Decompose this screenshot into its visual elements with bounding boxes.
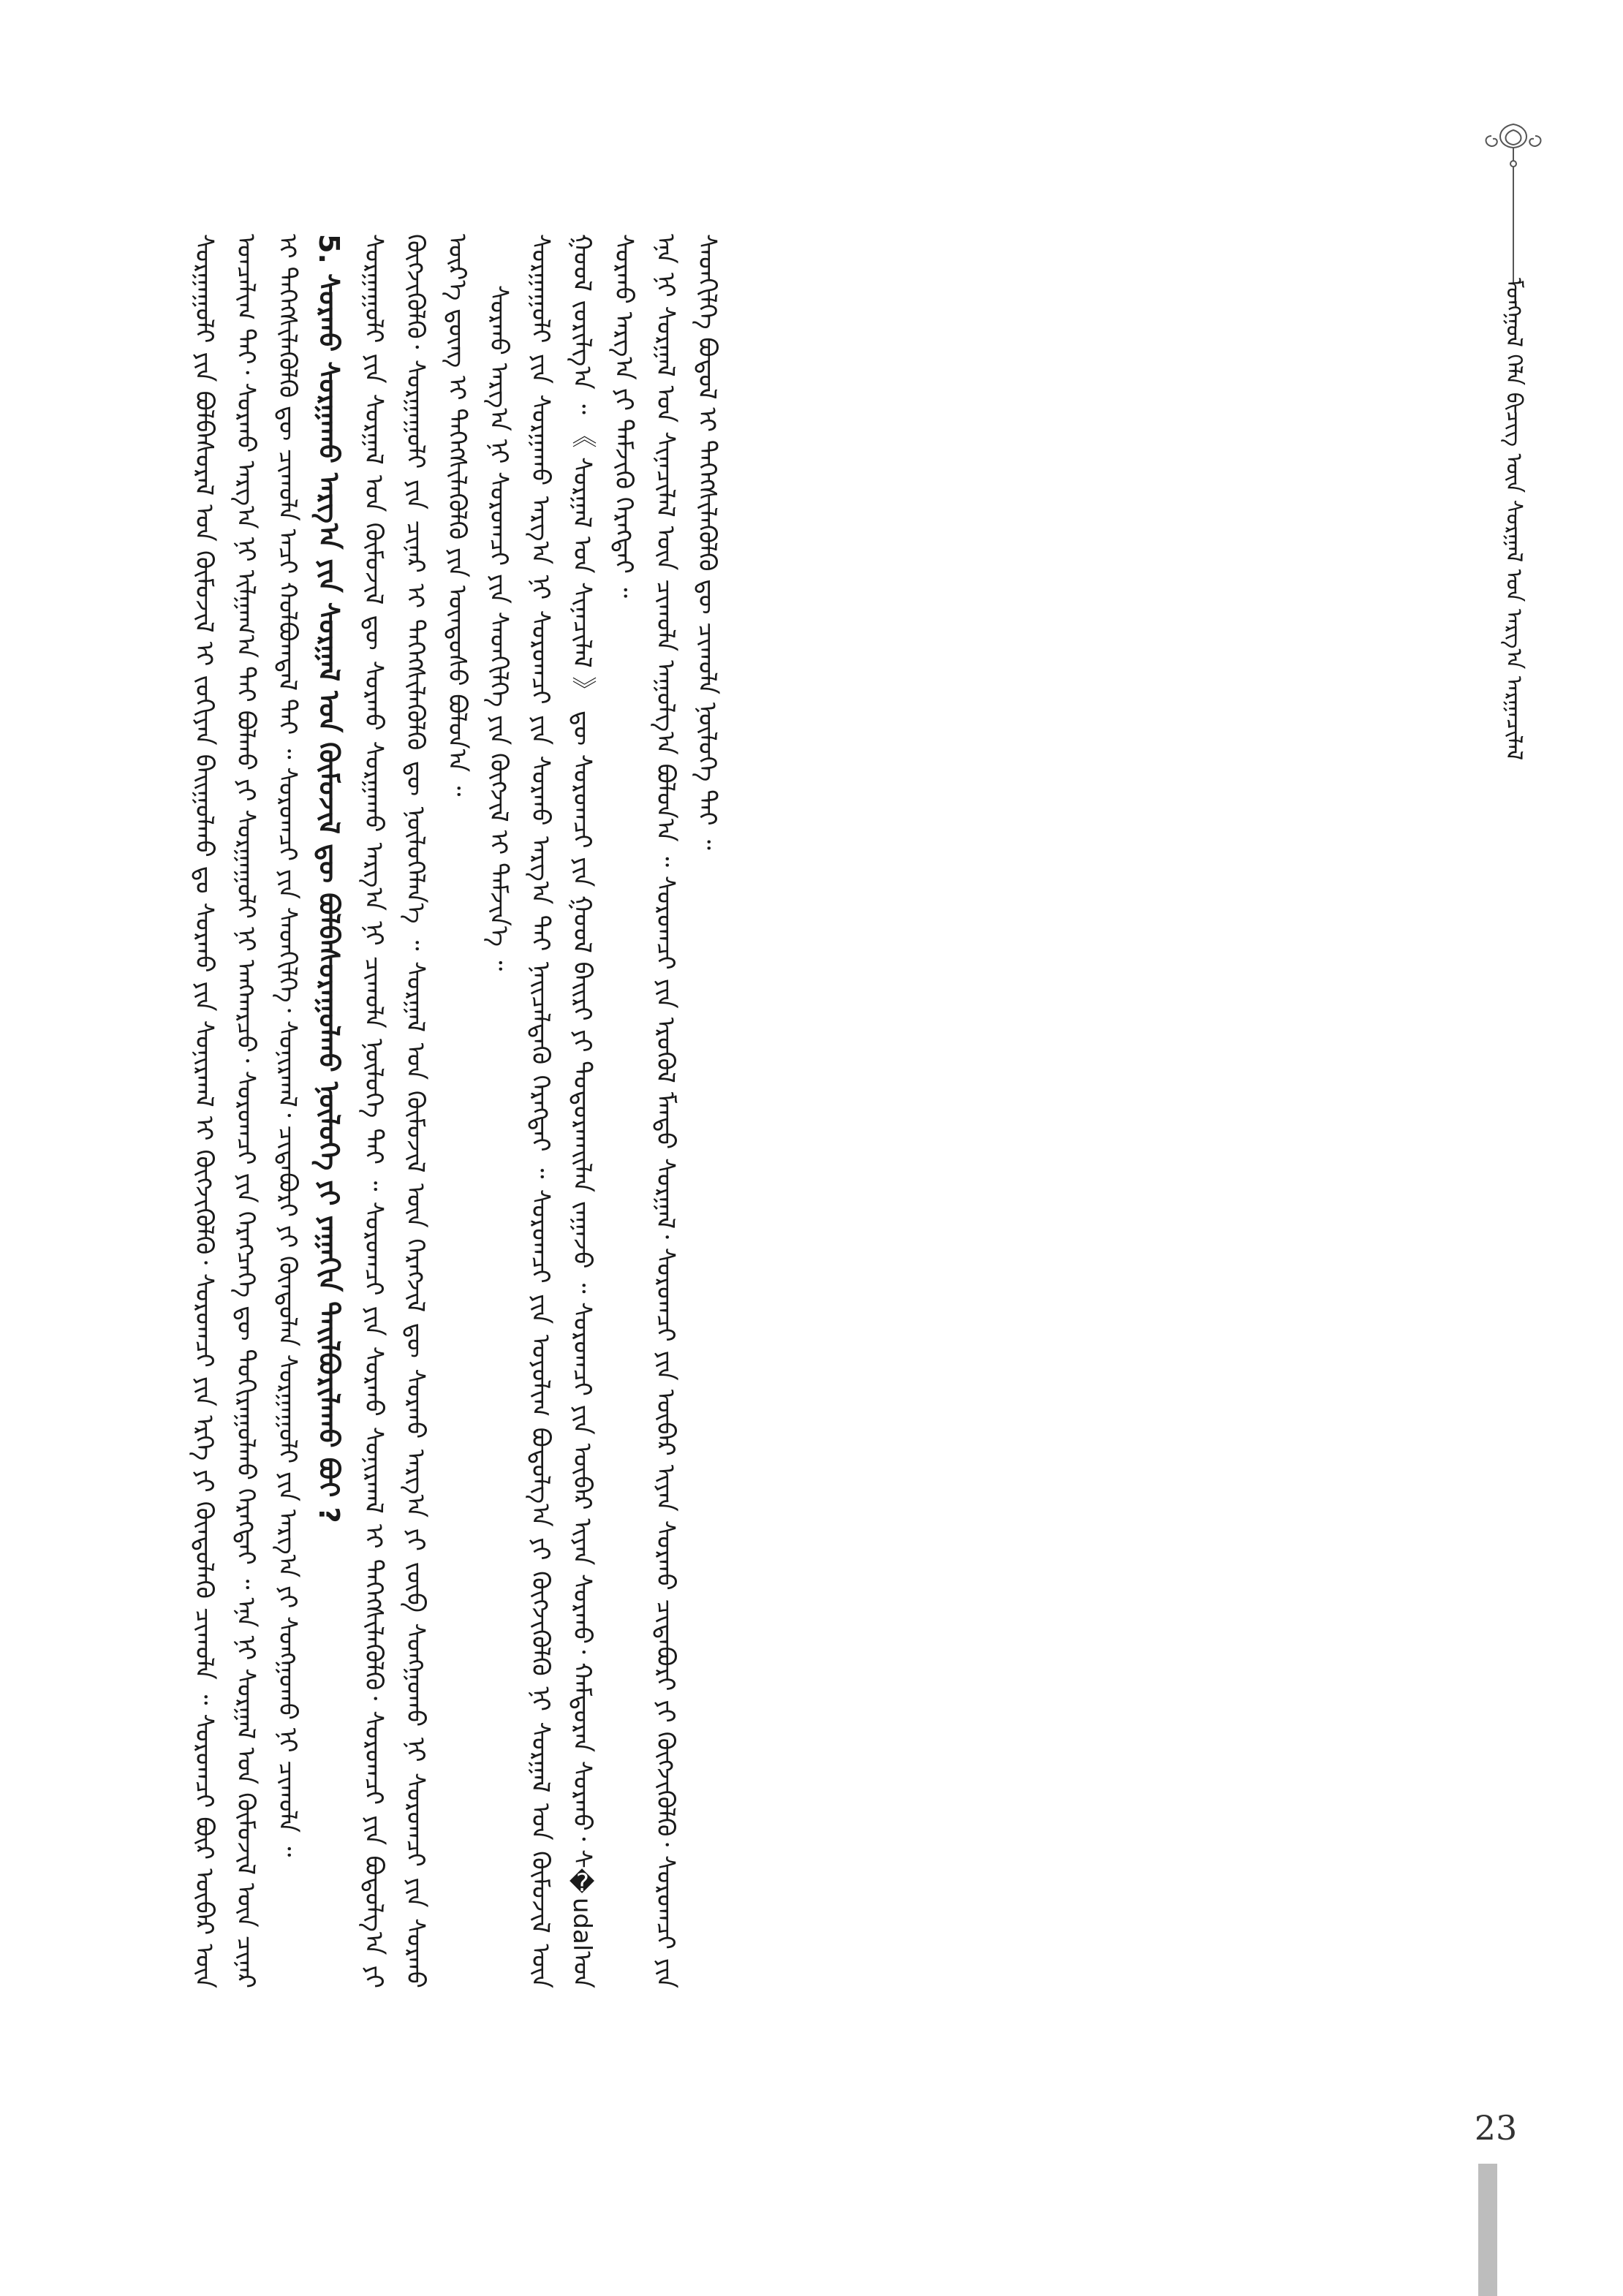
paragraph-1: ᠰᠤᠷᠭᠠᠭᠤᠯᠢ ᠶᠢᠨ ᠪᠣᠯᠪᠠᠰᠤᠷᠠᠯ ᠤᠨ ᠬᠦᠮᠦᠵᠢᠯ ᠢ ᠵᠣᠬᠢᠶᠠᠨ ᠪᠠᠢᠭᠤᠯᠬᠤ ᠳᠤ ᠰᠤᠷᠬᠤ ᠶᠢᠨ ᠰᠣᠨᠢᠷᠬᠠᠯ ᠢ ᠬᠥᠭᠵᠢᠭᠦᠯᠬᠦ᠂ ᠰᠤᠷᠤᠭᠴᠢ ᠶᠢᠨ ᠡᠷᠬᠡ ᠶᠢ ᠬᠦᠨᠳᠦᠯᠡᠬᠦ ᠴᠢᠬᠤᠯᠠ ᠃ ᠰᠤᠷᠤᠭᠴᠢ ᠪᠦᠷ ᠥᠪᠡᠷ ᠦᠨ ᠣᠨᠴᠠᠯᠢᠭ ᠲᠠᠢ᠂ ᠰᠤᠷᠬᠤ ᠠᠷᠭ᠎ᠠ ᠨᠢ ᠢᠯᠭᠠᠭ᠎ᠠ ᠲᠠᠢ ᠪᠣᠯᠬᠤ ᠶᠢ ᠰᠤᠷᠭᠠᠭᠤᠯᠢ ᠨᠢ ᠠᠩᠬᠠᠷᠴᠤ᠂ ᠰᠤᠷᠤᠭᠴᠢ ᠶᠢᠨ ᠬᠡᠷᠡᠭᠴᠡᠭᠡ ᠳᠦ ᠲᠣᠬᠢᠷᠠᠭᠤᠯᠬᠤ ᠬᠡᠷᠡᠭᠲᠡᠢ ᠃ ᠡᠨᠡ ᠨᠢ ᠰᠤᠷᠭᠠᠯ ᠤᠨ ᠬᠦᠮᠦᠵᠢᠯ ᠦᠨ ᠴᠢᠨᠠᠷ ᠢ ᠳᠡᠭᠡᠭᠰᠢᠯᠡᠭᠦᠯᠬᠦ ᠳᠦ ᠴᠢᠬᠤᠯᠠ ᠠᠴᠢ ᠬᠣᠯᠪᠣᠭᠳᠠᠯ ᠲᠠᠢ ᠃ ᠰᠤᠷᠤᠭᠴᠢ ᠶᠢᠨ ᠰᠡᠳᠬᠢᠯᠭᠡ᠂ ᠰᠣᠨᠢᠷᠬᠠᠯ᠂ ᠴᠢᠳᠠᠪᠤᠷᠢ ᠶᠢ ᠬᠦᠨᠳᠦᠯᠡᠨ ᠰᠤᠷᠭᠠᠭᠤᠯᠢ ᠶᠢᠨ ᠠᠷᠭ᠎ᠠ ᠶᠢ ᠰᠣᠩᠭᠣᠬᠤ ᠨᠢ ᠴᠢᠬᠤᠯᠠ ᠃ — [189, 234, 302, 1988]
paragraph-5: ᠡᠨᠡ ᠨᠢ ᠰᠤᠷᠭᠠᠯ ᠤᠨ ᠰᠢᠨᠡᠴᠢᠯᠡᠯ ᠦᠨ ᠴᠢᠬᠤᠯᠠ ᠠᠭᠤᠯᠭ᠎ᠠ ᠪᠣᠯᠤᠨ᠎ᠠ ᠃ ᠰᠤᠷᠤᠭᠴᠢ ᠶᠢᠨ ᠡᠷᠦᠬᠦᠯ ᠮᠡᠨᠳᠦ ᠰᠤᠷᠭᠠᠯ᠂ ᠰᠤᠷᠤᠭᠴᠢ ᠶᠢᠨ ᠥᠪᠡᠷ ᠢᠶᠡᠨ ᠰᠤᠷᠬᠤ ᠴᠢᠳᠠᠪᠤᠷᠢ ᠶᠢ ᠬᠥᠭᠵᠢᠭᠦᠯᠬᠦ᠂ ᠰᠤᠷᠤᠭᠴᠢ ᠶᠢᠨ ᠰᠡᠳᠬᠢᠯᠭᠡ ᠪᠣᠳᠤᠯ ᠢ ᠳᠡᠭᠡᠭᠰᠢᠯᠡᠭᠦᠯᠬᠦ ᠳᠦ ᠴᠢᠬᠤᠯᠠ ᠨᠥᠯᠥᠭᠡ ᠲᠠᠢ ᠃ — [651, 234, 722, 1988]
main-text-column — [183, 234, 1411, 1988]
paragraph-3: ᠰᠤᠷᠬᠤ ᠠᠷᠭ᠎ᠠ ᠨᠢ ᠰᠤᠷᠤᠭᠴᠢ ᠶᠢᠨ ᠰᠡᠳᠬᠢᠯᠭᠡ ᠶᠢᠨ ᠬᠥᠭᠵᠢᠯ ᠢ ᠳᠡᠮᠵᠢᠨ᠎ᠡ ᠃ — [484, 285, 513, 971]
paragraph-2: ᠰᠤᠷᠭᠠᠭᠤᠯᠢ ᠶᠢᠨ ᠰᠤᠷᠭᠠᠯ ᠤᠨ ᠬᠦᠮᠦᠵᠢᠯ ᠳᠦ ᠰᠤᠷᠬᠤ ᠰᠤᠷᠭᠠᠬᠤ ᠠᠷᠭ᠎ᠠ ᠨᠢ ᠴᠢᠬᠤᠯᠠ ᠨᠥᠯᠥᠭᠡ ᠲᠠᠢ ᠃ ᠰᠤᠷᠤᠭᠴᠢ ᠶᠢᠨ ᠰᠤᠷᠬᠤ ᠰᠣᠨᠢᠷᠬᠠᠯ ᠢ ᠳᠡᠭᠡᠭᠰᠢᠯᠡᠭᠦᠯᠬᠦ᠂ ᠰᠤᠷᠤᠭᠴᠢ ᠶᠢᠨ ᠪᠣᠳᠤᠯᠭ᠎ᠠ ᠶᠢ ᠬᠥᠭᠵᠢᠭᠦᠯᠬᠦ᠂ ᠰᠤᠷᠭᠠᠭᠤᠯᠢ ᠶᠢᠨ ᠴᠢᠨᠠᠷ ᠢ ᠳᠡᠭᠡᠭᠰᠢᠯᠡᠭᠦᠯᠬᠦ ᠳᠦ ᠨᠥᠯᠥᠭᠡᠯᠡᠨ᠎ᠡ ᠃ ᠰᠤᠷᠭᠠᠯ ᠤᠨ ᠬᠦᠮᠦᠵᠢᠯ ᠦᠨ ᠬᠡᠷᠡᠭᠵᠢᠯ ᠳᠦ ᠰᠤᠷᠬᠤ ᠠᠷᠭ᠎ᠠ ᠶᠢ ᠵᠥᠪ ᠰᠣᠩᠭᠣᠬᠤ ᠨᠢ ᠰᠤᠷᠤᠭᠴᠢ ᠶᠢᠨ ᠰᠤᠷᠬᠤ ᠦᠷ᠎ᠡ ᠳ᠋ᠦᠩ ᠢ ᠳᠡᠭᠡᠭᠰᠢᠯᠡᠭᠦᠯᠬᠦ ᠶᠢᠨ ᠦᠨᠳᠦᠰᠦ ᠪᠣᠯᠤᠨ᠎ᠠ ᠃ — [359, 234, 472, 1988]
section-heading-5: 5. ᠰᠤᠷᠬᠤ ᠰᠤᠷᠭᠠᠬᠤ ᠠᠷᠭ᠎ᠠ ᠶᠢᠨ ᠰᠤᠷᠭᠠᠯ ᠤᠨ ᠬᠦᠮᠦᠵᠢᠯ ᠳᠦ ᠪᠣᠯᠪᠠᠰᠤᠷᠠᠭᠤᠯᠬᠤ ᠨᠥᠯᠥᠭᠡ ᠶᠢ ᠶᠠᠭᠠᠬᠢᠨ ᠲᠠᠢᠯᠪᠤᠷᠢᠯᠠᠬᠤ ᠪᠤᠢ ? — [313, 234, 345, 1523]
header-ornament-icon — [1481, 117, 1546, 285]
page-number: 23 — [1474, 2108, 1518, 2148]
page-edge-tab — [1478, 2164, 1497, 2296]
paragraph-4: ᠰᠤᠷᠭᠠᠭᠤᠯᠢ ᠶᠢᠨ ᠰᠤᠷᠭᠠᠬᠤ ᠠᠷᠭ᠎ᠠ ᠨᠢ ᠰᠤᠷᠤᠭᠴᠢ ᠶᠢᠨ ᠰᠤᠷᠬᠤ ᠠᠷᠭ᠎ᠠ ᠲᠠᠢ ᠨᠡᠢᠴᠡᠯᠳᠡᠬᠦ ᠬᠡᠷᠡᠭᠲᠡᠢ ᠃ ᠰᠤᠷᠤᠭᠴᠢ ᠶᠢᠨ ᠤᠶᠤᠯᠢᠭ ᠪᠣᠳᠤᠯᠭ᠎ᠠ ᠶᠢ ᠬᠥᠭᠵᠢᠭᠦᠯᠬᠦ ᠨᠢ ᠰᠤᠷᠭᠠᠯ ᠤᠨ ᠬᠦᠮᠦᠵᠢᠯ ᠦᠨ ᠭᠣᠣᠯ ᠵᠣᠷᠢᠯᠭ᠎ᠠ ᠃ 《 ᠰᠤᠷᠭᠠᠯ ᠤᠨ ᠰᠢᠨᠡᠴᠢᠯᠡᠯ 》 ᠳᠦ ᠰᠤᠷᠤᠭᠴᠢ ᠶᠢᠨ ᠭᠣᠣᠯ ᠪᠠᠢᠷᠢ ᠶᠢ ᠲᠣᠳᠣᠷᠬᠠᠢᠯᠠᠨ ᠵᠠᠭᠠᠵᠤ ᠃ ᠰᠤᠷᠤᠭᠴᠢ ᠶᠢᠨ ᠥᠪᠡᠷ ᠢᠶᠡᠨ ᠰᠤᠷᠬᠤ᠂ ᠬᠠᠮᠲᠤᠷᠠᠨ ᠰᠤᠷᠬᠤ᠂ ᠰ�udalᠤᠨ ᠰᠤᠷᠬᠤ ᠠᠷᠭ᠎ᠠ ᠶᠢ ᠳᠡᠮᠵᠢᠬᠦ ᠬᠡᠷᠡᠭᠲᠡᠢ ᠃ — [526, 234, 638, 1988]
running-head: ᠮᠣᠩᠭᠣᠯ ᠬᠡᠯᠡ ᠪᠢᠴᠢᠭ ᠦᠨ ᠰᠤᠷᠭᠠᠯ ᠤᠨ ᠠᠷᠭ᠎ᠠ ᠠᠷᠭᠠᠴᠢᠯᠠᠯ — [1501, 278, 1526, 761]
